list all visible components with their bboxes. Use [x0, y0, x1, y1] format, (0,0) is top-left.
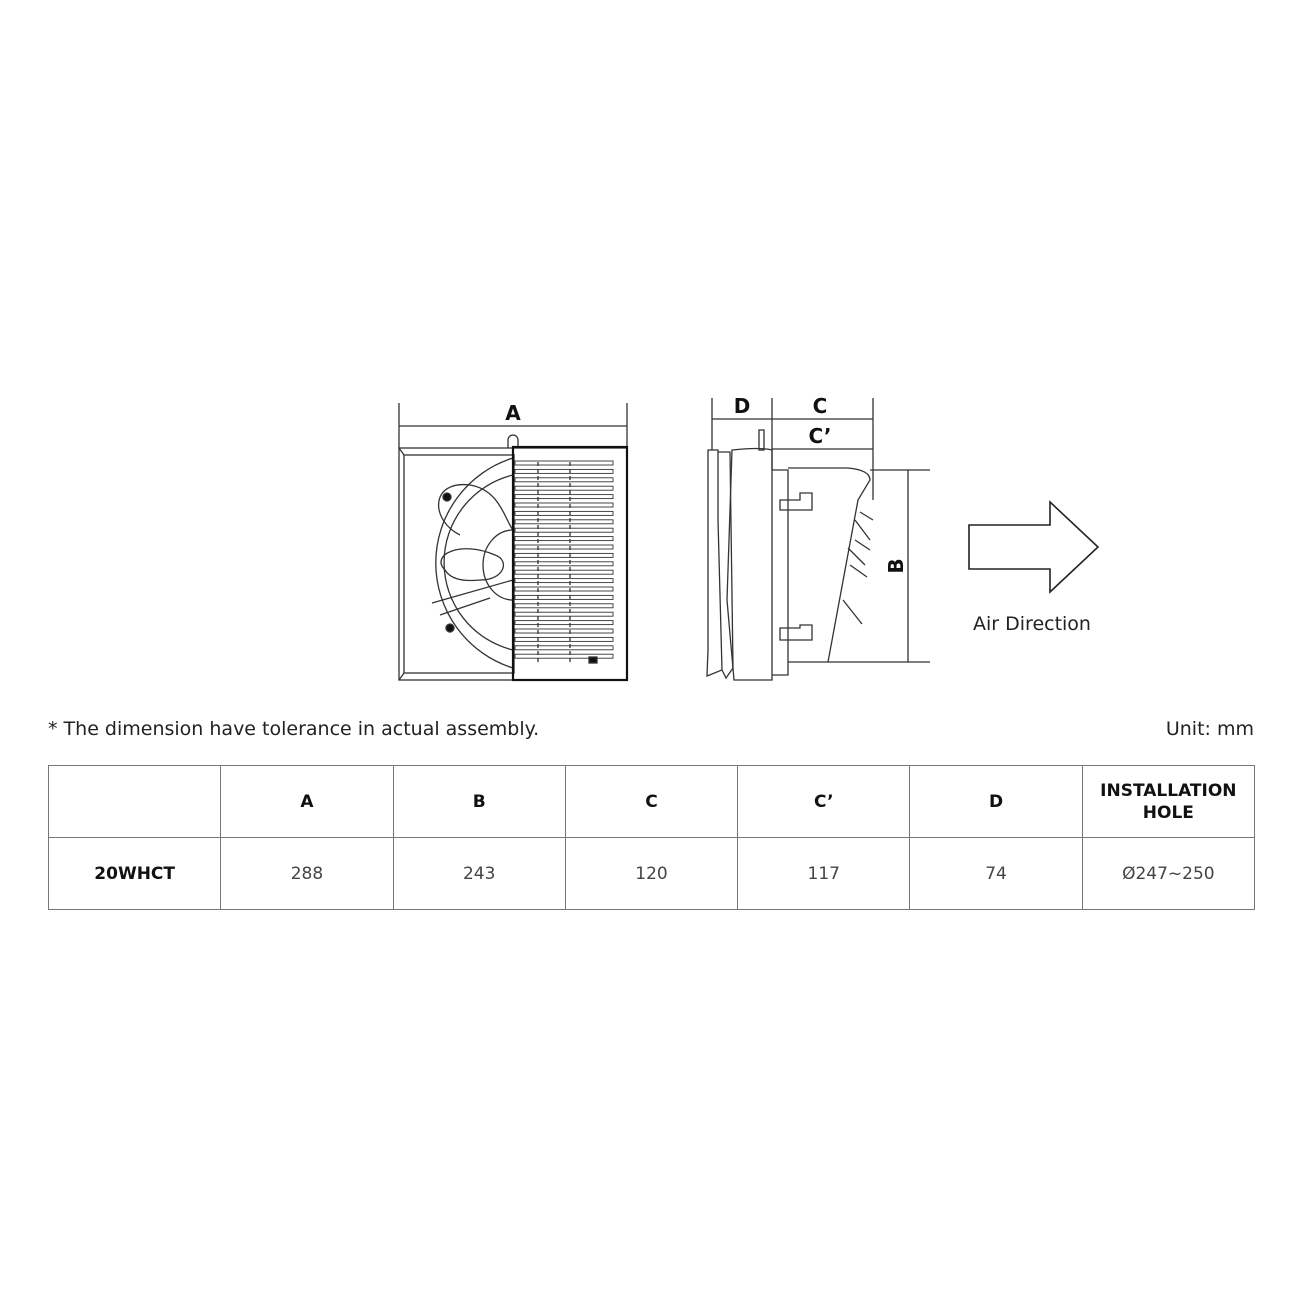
front-view [399, 401, 627, 680]
cell-a: 288 [221, 838, 393, 910]
grille-louver [515, 595, 613, 599]
grille-louver [515, 604, 613, 608]
grille-louver [515, 461, 613, 465]
table-header-row [49, 766, 1255, 838]
header-cell-installation-hole: INSTALLATION HOLE [1082, 766, 1254, 838]
grille-louver [515, 553, 613, 557]
dimension-a-label: A [505, 401, 521, 425]
grille-louver [515, 511, 613, 515]
header-cell-a: A [221, 766, 393, 838]
grille-louver [515, 469, 613, 473]
cell-c: 120 [565, 838, 737, 910]
grille-louver [515, 637, 613, 641]
grille-louver [515, 629, 613, 633]
unit-note: Unit: mm [1165, 718, 1254, 740]
cell-d: 74 [910, 838, 1082, 910]
air-direction-label: Air Direction [973, 613, 1091, 635]
grille-louver [515, 495, 613, 499]
grille-louver [515, 621, 613, 625]
dimension-c-label: C [812, 394, 828, 418]
table-row [49, 838, 1255, 910]
grille-louver [515, 646, 613, 650]
side-view [707, 394, 930, 680]
cell-model: 20WHCT [49, 838, 221, 910]
grille-louver [515, 528, 613, 532]
dimension-c-prime-label: C’ [808, 424, 832, 448]
grille-louver [515, 612, 613, 616]
cell-b: 243 [393, 838, 565, 910]
cell-installation-hole: Ø247~250 [1082, 838, 1254, 910]
grille-louver [515, 478, 613, 482]
header-cell-c-prime: C’ [738, 766, 910, 838]
header-cell-model [49, 766, 221, 838]
grille-louver [515, 520, 613, 524]
dimension-b-label: B [884, 558, 908, 574]
grille-louver [515, 587, 613, 591]
dimensions-table [48, 765, 1255, 910]
grille-louver [515, 570, 613, 574]
grille-louver [515, 562, 613, 566]
air-direction-arrow-icon [969, 502, 1098, 592]
header-cell-c: C [565, 766, 737, 838]
header-cell-b: B [393, 766, 565, 838]
grille-louver [515, 579, 613, 583]
header-cell-d: D [910, 766, 1082, 838]
grille-louver [515, 537, 613, 541]
tolerance-note: * The dimension have tolerance in actual assembly. [48, 718, 540, 740]
grille-louver [515, 654, 613, 658]
grille-louver [515, 545, 613, 549]
grille-louver [515, 503, 613, 507]
grille-louver [515, 486, 613, 490]
dimension-d-label: D [733, 394, 751, 418]
cell-c-prime: 117 [738, 838, 910, 910]
